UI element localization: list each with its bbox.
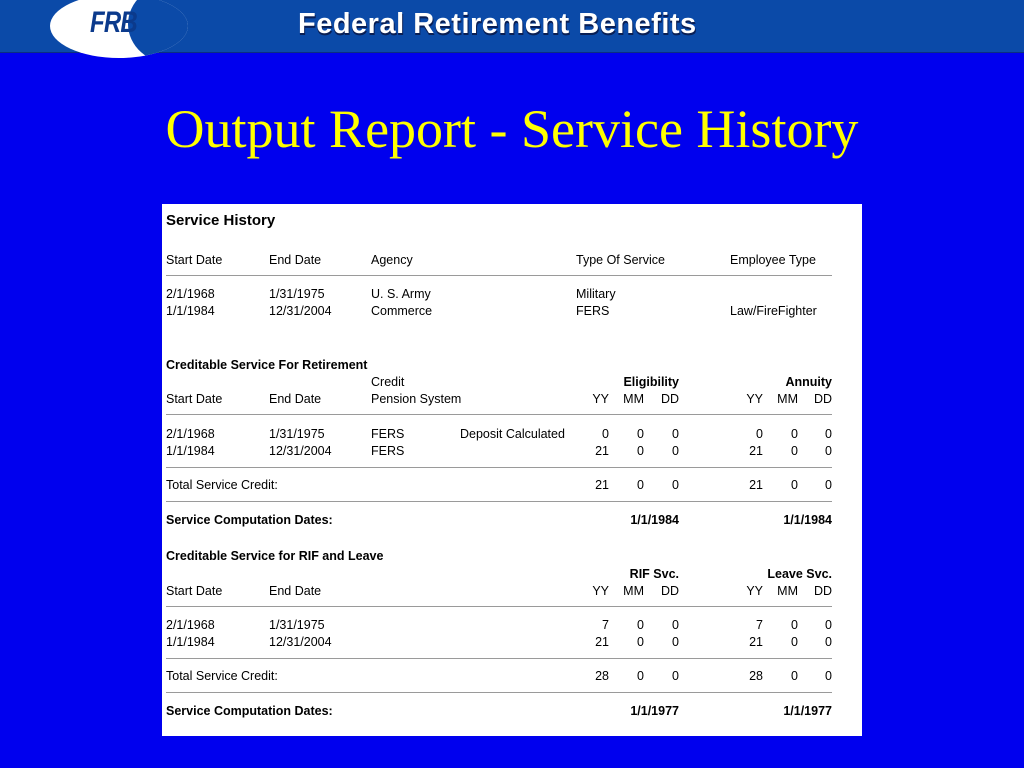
cell-start-date: 2/1/1968	[166, 618, 215, 632]
cell-elig-dd: 0	[672, 427, 679, 441]
leave-svc-label: Leave Svc.	[767, 567, 832, 581]
cell-leave-dd: 0	[825, 635, 832, 649]
total-annuity-dd: 0	[825, 478, 832, 492]
cell-end-date: 1/31/1975	[269, 287, 325, 301]
rif-col-start-date: Start Date	[166, 584, 223, 598]
history-col-end-date: End Date	[269, 253, 322, 267]
cell-start-date: 1/1/1984	[166, 635, 215, 649]
divider	[166, 275, 832, 276]
cell-pension-system: FERS	[371, 427, 405, 441]
total-label: Total Service Credit:	[166, 478, 278, 492]
elig-col-yy: YY	[592, 392, 609, 406]
cell-rif-dd: 0	[672, 635, 679, 649]
rif-section-title: Creditable Service for RIF and Leave	[166, 549, 384, 563]
report-title: Service History	[166, 212, 276, 229]
annuity-col-yy: YY	[746, 392, 763, 406]
report-panel	[162, 204, 862, 736]
creditable-col-pension-system: Pension System	[371, 392, 462, 406]
scd-leave: 1/1/1977	[783, 704, 832, 718]
cell-annuity-mm: 0	[791, 444, 798, 458]
annuity-col-dd: DD	[813, 392, 832, 406]
cell-end-date: 12/31/2004	[269, 304, 332, 318]
total-annuity-yy: 21	[749, 478, 763, 492]
cell-start-date: 1/1/1984	[166, 444, 215, 458]
divider	[166, 658, 832, 659]
divider	[166, 501, 832, 502]
scd-annuity: 1/1/1984	[783, 513, 832, 527]
cell-annuity-dd: 0	[825, 427, 832, 441]
total-leave-mm: 0	[791, 669, 798, 683]
eligibility-label: Eligibility	[623, 375, 679, 389]
divider	[166, 692, 832, 693]
scd-eligibility: 1/1/1984	[630, 513, 679, 527]
cell-end-date: 1/31/1975	[269, 618, 325, 632]
scd-rif: 1/1/1977	[630, 704, 679, 718]
history-col-start-date: Start Date	[166, 253, 223, 267]
cell-pension-system: FERS	[371, 444, 405, 458]
cell-start-date: 1/1/1984	[166, 304, 215, 318]
total-annuity-mm: 0	[791, 478, 798, 492]
rif-col-yy: YY	[592, 584, 609, 598]
header-banner	[0, 0, 1024, 53]
cell-agency: Commerce	[371, 304, 433, 318]
total-elig-dd: 0	[672, 478, 679, 492]
cell-annuity-mm: 0	[791, 427, 798, 441]
total-leave-dd: 0	[825, 669, 832, 683]
cell-rif-yy: 7	[602, 618, 609, 632]
cell-end-date: 1/31/1975	[269, 427, 325, 441]
history-col-type-of-service: Type Of Service	[576, 253, 665, 267]
cell-elig-mm: 0	[637, 444, 644, 458]
cell-annuity-yy: 0	[756, 427, 763, 441]
rif-col-mm: MM	[623, 584, 644, 598]
rif-svc-label: RIF Svc.	[629, 567, 679, 581]
cell-type-of-service: Military	[576, 287, 616, 301]
slide-title: Output Report - Service History	[165, 99, 859, 159]
frb-logo	[50, 0, 188, 58]
total-elig-yy: 21	[595, 478, 609, 492]
annuity-col-mm: MM	[777, 392, 798, 406]
cell-rif-mm: 0	[637, 618, 644, 632]
cell-start-date: 2/1/1968	[166, 287, 215, 301]
cell-end-date: 12/31/2004	[269, 635, 332, 649]
rif-col-dd: DD	[660, 584, 679, 598]
elig-col-dd: DD	[660, 392, 679, 406]
cell-rif-dd: 0	[672, 618, 679, 632]
scd-label: Service Computation Dates:	[166, 513, 333, 527]
elig-col-mm: MM	[623, 392, 644, 406]
cell-employee-type: Law/FireFighter	[730, 304, 817, 318]
annuity-label: Annuity	[785, 375, 832, 389]
banner-title: Federal Retirement Benefits	[298, 8, 697, 40]
total-label: Total Service Credit:	[166, 669, 278, 683]
divider	[166, 606, 832, 607]
cell-rif-mm: 0	[637, 635, 644, 649]
cell-start-date: 2/1/1968	[166, 427, 215, 441]
cell-note: Deposit Calculated	[460, 427, 565, 441]
divider	[166, 467, 832, 468]
cell-leave-yy: 21	[749, 635, 763, 649]
cell-elig-yy: 21	[595, 444, 609, 458]
total-rif-mm: 0	[637, 669, 644, 683]
creditable-col-end-date: End Date	[269, 392, 322, 406]
cell-type-of-service: FERS	[576, 304, 610, 318]
logo-text: FRB	[90, 6, 137, 39]
credit-label: Credit	[371, 375, 405, 389]
total-rif-yy: 28	[595, 669, 609, 683]
cell-leave-mm: 0	[791, 618, 798, 632]
cell-annuity-dd: 0	[825, 444, 832, 458]
cell-agency: U. S. Army	[371, 287, 431, 301]
cell-leave-yy: 7	[756, 618, 763, 632]
cell-rif-yy: 21	[595, 635, 609, 649]
total-rif-dd: 0	[672, 669, 679, 683]
scd-label: Service Computation Dates:	[166, 704, 333, 718]
leave-col-dd: DD	[813, 584, 832, 598]
cell-leave-mm: 0	[791, 635, 798, 649]
cell-annuity-yy: 21	[749, 444, 763, 458]
cell-leave-dd: 0	[825, 618, 832, 632]
creditable-section-title: Creditable Service For Retirement	[166, 358, 368, 372]
cell-elig-dd: 0	[672, 444, 679, 458]
history-col-agency: Agency	[371, 253, 413, 267]
total-elig-mm: 0	[637, 478, 644, 492]
history-col-employee-type: Employee Type	[730, 253, 816, 267]
cell-end-date: 12/31/2004	[269, 444, 332, 458]
cell-elig-mm: 0	[637, 427, 644, 441]
creditable-col-start-date: Start Date	[166, 392, 223, 406]
leave-col-mm: MM	[777, 584, 798, 598]
divider	[166, 414, 832, 415]
leave-col-yy: YY	[746, 584, 763, 598]
total-leave-yy: 28	[749, 669, 763, 683]
cell-elig-yy: 0	[602, 427, 609, 441]
rif-col-end-date: End Date	[269, 584, 322, 598]
